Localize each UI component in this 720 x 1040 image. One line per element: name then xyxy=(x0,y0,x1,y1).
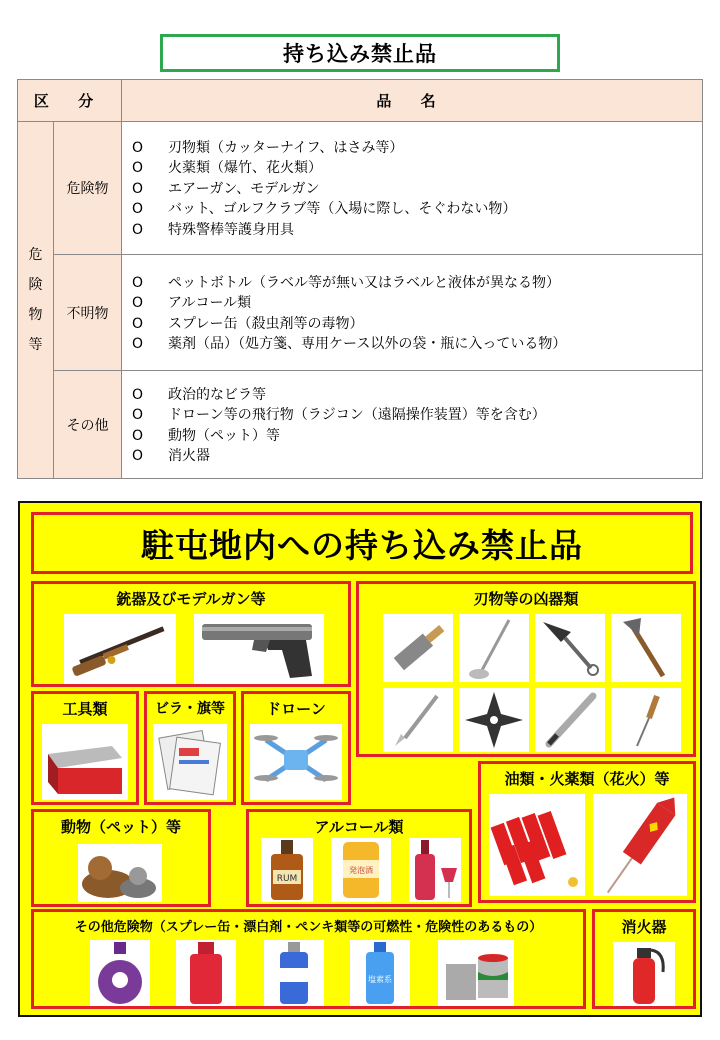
list-item: O 薬剤（品）（処方箋、専用ケース以外の袋・瓶に入っている物） xyxy=(132,336,567,352)
list-item: O 刃物類（カッターナイフ、はさみ等） xyxy=(132,139,404,156)
table-row xyxy=(18,371,703,479)
poison-bottle-icon xyxy=(90,940,150,1006)
chuhai-label-text: 発泡酒 xyxy=(349,866,373,875)
subcategory-unknown: 不明物 xyxy=(54,255,122,371)
prohibited-items-poster xyxy=(18,501,702,1017)
list-item: O バット、ゴルフクラブ等（入場に際し、そぐわない物） xyxy=(132,201,517,218)
items-dangerous xyxy=(122,122,703,255)
fire-extinguisher-icon xyxy=(613,942,675,1006)
wine-icon xyxy=(409,838,461,902)
extinguisher-label: 消火器 xyxy=(621,918,667,936)
list-item: O スプレー缶（殺虫剤等の毒物） xyxy=(132,315,364,332)
list-item: O エアーガン、モデルガン xyxy=(132,180,320,197)
main-category-char: 等 xyxy=(28,337,43,353)
flyers-box xyxy=(144,691,236,805)
main-category-char: 危 xyxy=(28,247,43,263)
main-category-char: 物 xyxy=(28,307,43,323)
toolbox-icon xyxy=(42,724,128,800)
list-item: O 火薬類（爆竹、花火類） xyxy=(132,160,323,177)
paint-cans-icon xyxy=(438,940,514,1006)
guns-label: 銃器及びモデルガン等 xyxy=(116,590,266,608)
firecracker-icon xyxy=(489,794,585,896)
table-row xyxy=(18,122,703,255)
animals-label: 動物（ペット）等 xyxy=(60,818,181,836)
spray-can-icon xyxy=(264,940,324,1006)
flyers-label: ビラ・旗等 xyxy=(155,701,225,717)
blades-label: 刃物等の凶器類 xyxy=(473,590,579,608)
list-item: O アルコール類 xyxy=(132,295,252,311)
other-hazards-box xyxy=(31,909,586,1009)
drone-box xyxy=(241,691,351,805)
tools-box xyxy=(31,691,139,805)
list-item: O ドローン等の飛行物（ラジコン（遠隔操作装置）等を含む） xyxy=(132,407,546,423)
page-title: 持ち込み禁止品 xyxy=(160,34,560,72)
header-item-name: 品 名 xyxy=(122,80,703,122)
list-item: O 消火器 xyxy=(132,448,211,464)
poster-title: 駐屯地内への持ち込み禁止品 xyxy=(31,512,693,574)
animals-box xyxy=(31,809,211,907)
kunai-icon xyxy=(535,614,605,682)
tools-label: 工具類 xyxy=(62,700,108,718)
extinguisher-box xyxy=(592,909,696,1009)
list-item: O ペットボトル（ラベル等が無い又はラベルと液体が異なる物） xyxy=(132,274,561,291)
drone-label: ドローン xyxy=(266,700,326,718)
flyers-icon xyxy=(153,724,227,800)
blades-box xyxy=(356,581,696,757)
drone-icon xyxy=(250,724,342,800)
pets-icon xyxy=(78,844,162,902)
rum-bottle-icon xyxy=(261,838,313,902)
other-hazards-label: その他危険物（スプレー缶・漂白剤・ペンキ類等の可燃性・危険性のあるもの） xyxy=(74,920,543,935)
guns-box xyxy=(31,581,351,687)
table-row xyxy=(18,255,703,371)
rum-label-text: RUM xyxy=(276,874,298,884)
subcategory-other: その他 xyxy=(54,371,122,479)
subcategory-dangerous: 危険物 xyxy=(54,122,122,255)
rocket-firework-icon xyxy=(593,794,687,896)
items-other xyxy=(122,371,703,479)
golf-club-icon xyxy=(459,614,529,682)
list-item: O 動物（ペット）等 xyxy=(132,427,281,444)
pistol-icon xyxy=(194,614,324,684)
awl-icon xyxy=(611,688,681,752)
alcohol-label: アルコール類 xyxy=(314,818,404,836)
fireworks-label: 油類・火薬類（花火）等 xyxy=(504,770,670,788)
scalpel-icon xyxy=(383,688,453,752)
bleach-bottle-icon xyxy=(350,940,410,1006)
main-category-char: 険 xyxy=(28,277,43,293)
header-category: 区 分 xyxy=(18,80,122,122)
table-header-row xyxy=(18,80,703,122)
beer-can-icon xyxy=(331,838,391,902)
bleach-label-text: 塩素系 xyxy=(368,975,392,984)
items-unknown xyxy=(122,255,703,371)
axe-icon xyxy=(611,614,681,682)
shuriken-icon xyxy=(459,688,529,752)
rifle-icon xyxy=(64,614,176,684)
fireworks-box xyxy=(478,761,696,903)
red-bottle-icon xyxy=(176,940,236,1006)
bat-icon xyxy=(535,688,605,752)
list-item: O 政治的なビラ等 xyxy=(132,386,267,403)
cleaver-icon xyxy=(383,614,453,682)
main-category-cell xyxy=(18,122,54,479)
alcohol-box xyxy=(246,809,472,907)
list-item: O 特殊警棒等護身用具 xyxy=(132,221,295,238)
prohibited-items-table xyxy=(17,79,703,479)
